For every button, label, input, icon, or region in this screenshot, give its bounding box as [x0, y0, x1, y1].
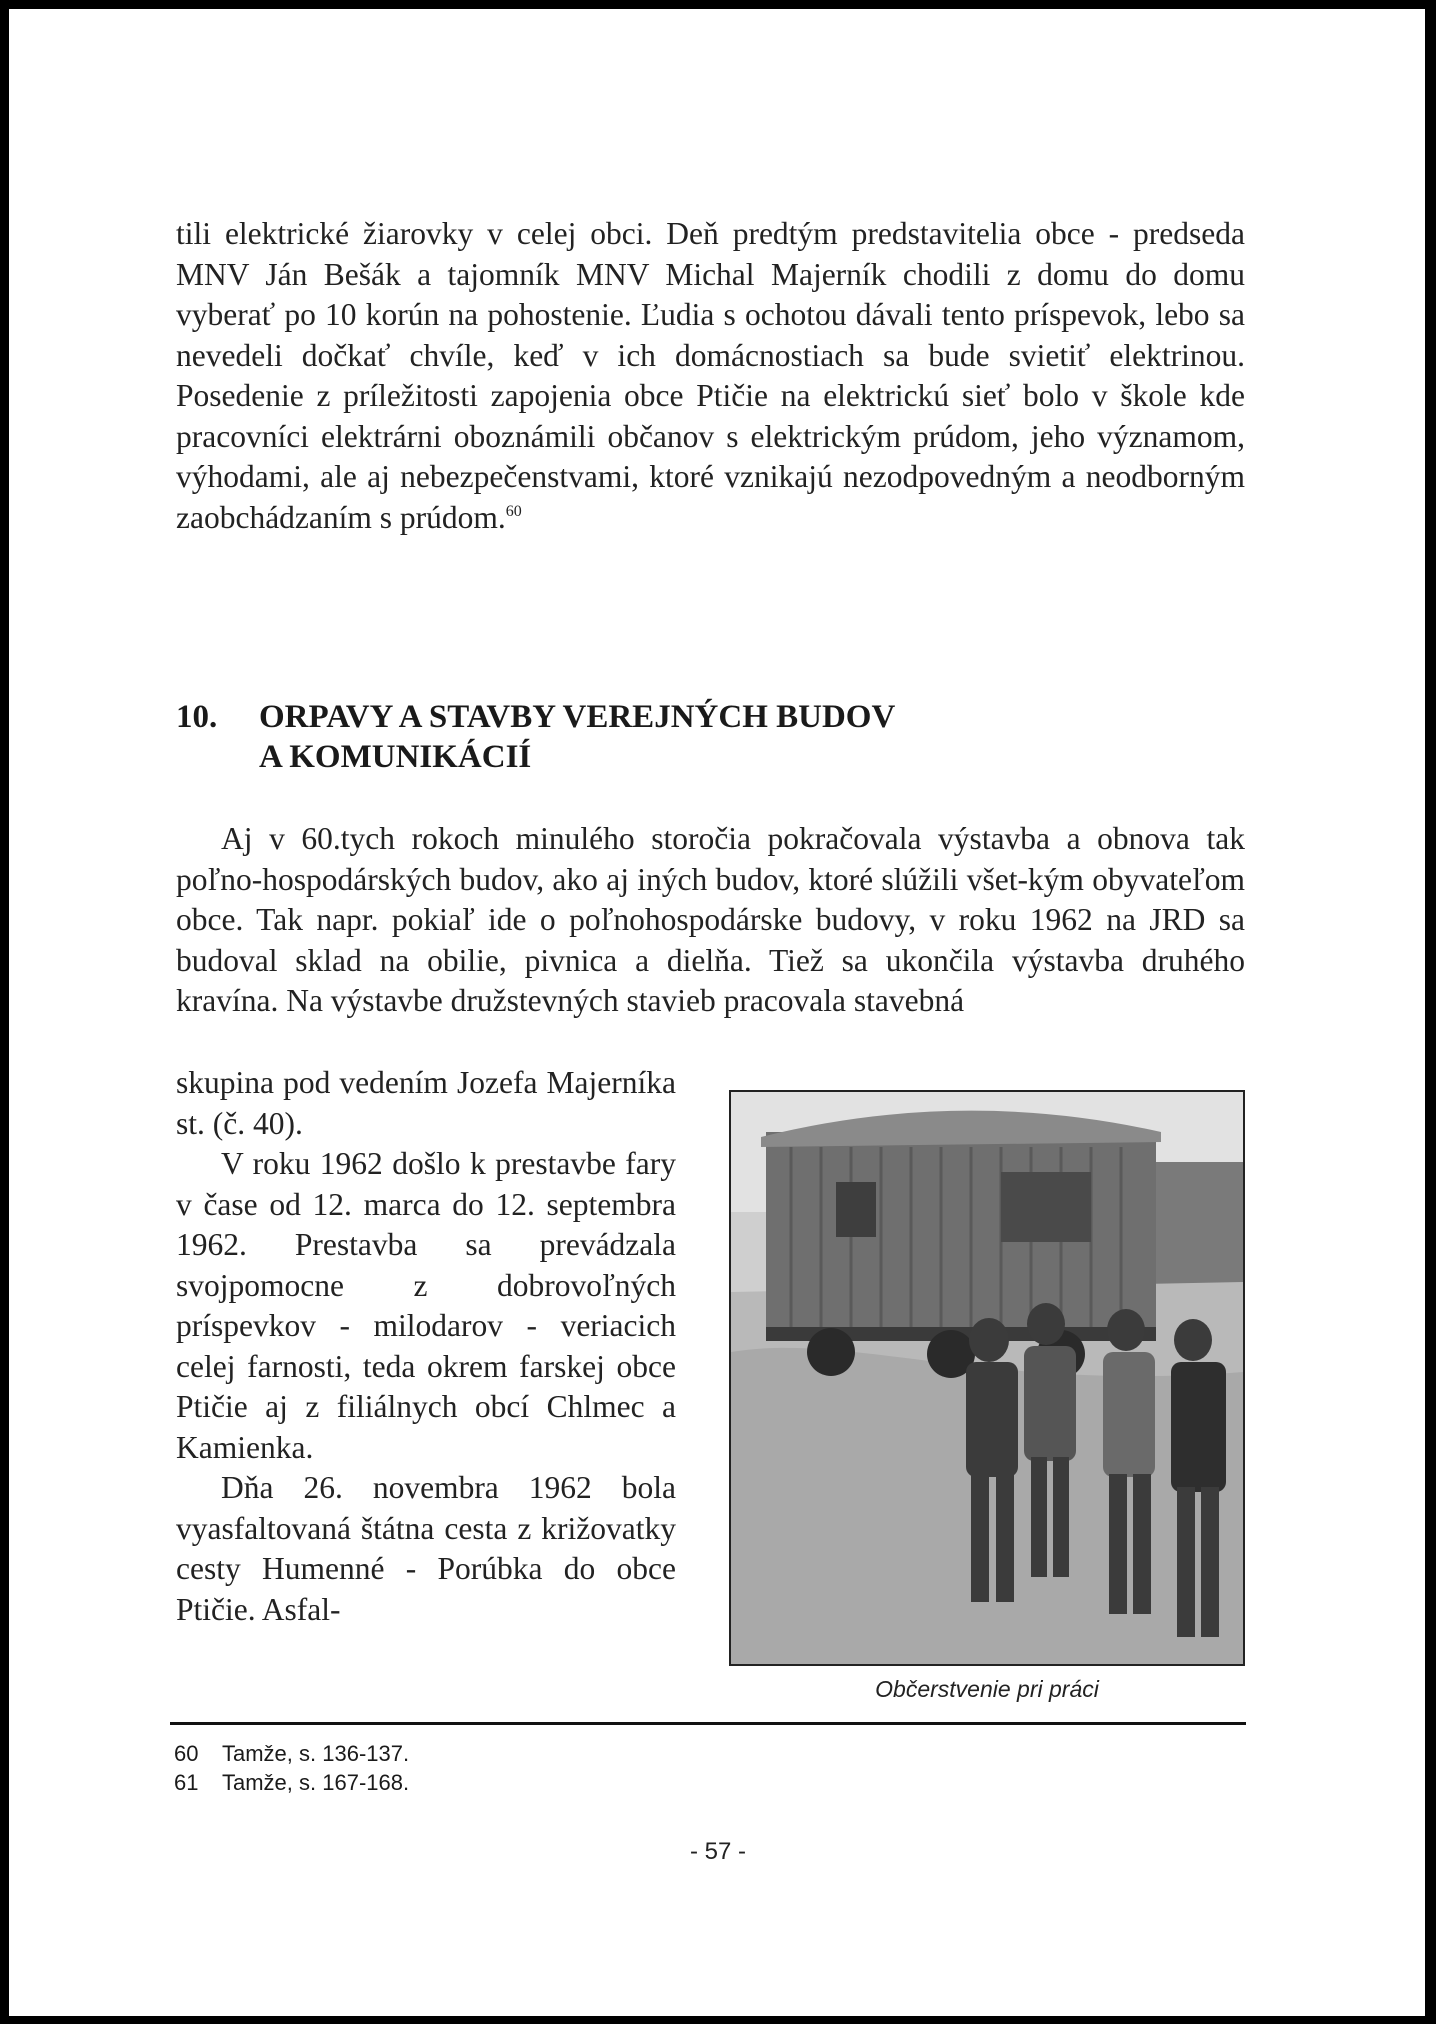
paragraph-construction: [176, 819, 1245, 1022]
footnote-text: Tamže, s. 167-168.: [222, 1770, 410, 1795]
footnote-reference: 60: [505, 502, 522, 520]
paragraph-parsonage: V roku 1962 došlo k prestavbe fary v čase od 12. marca do 12. septembra 1962. Prestavba sa prevádzala svojpomocne z dobrovoľných príspevkov - milodarov - veriacich celej farnosti, teda okrem farskej obce Ptičie aj z filiálnych obcí Chlmec a Kamienka.: [176, 1146, 676, 1465]
footnote-number: 60: [174, 1741, 199, 1766]
paragraph-continuation: skupina pod vedením Jozefa Majerníka st. (č. 40).: [176, 1065, 676, 1141]
footnotes: [174, 1739, 409, 1797]
paragraph-text: tili elektrické žiarovky v celej obci. Deň predtým predstavitelia obce - predseda MNV Ján Bešák a tajomník MNV Michal Majerník chodili z domu do domu vyberať po 10 korún na pohostenie. Ľudia s ochotou dávali tento príspevok, lebo sa nevedeli dočkať chvíle, keď v ich domácnostiach sa bude svietiť elektrinou. Posedenie z príležitosti zapojenia obce Ptičie na elektrickú sieť bolo v škole kde pracovníci elektrárni oboznámili občanov s elektrickým prúdom, jeho významom, výhodami, ale aj nebezpečenstvami, ktoré vznikajú nezodpovedným a neodborným zaobchádzaním s prúdom.: [176, 216, 1245, 535]
section-title-line-2: A KOMUNIKÁCIÍ: [259, 739, 532, 775]
footnote: [174, 1739, 409, 1768]
paragraph-text: Aj v 60.tych rokoch minulého storočia pokračovala výstavba a obnova tak poľno-hospodárských budov, ako aj iných budov, ktoré slúžili všet-kým obyvateľom obce. Tak napr. pokiaľ ide o poľnohospodárske budovy, v roku 1962 na JRD sa budoval sklad na obilie, pivnica a dielňa. Tiež sa ukončila výstavba druhého kravína. Na výstavbe družstevných stavieb pracovala stavebná: [176, 821, 1245, 1018]
historical-photo: [729, 1090, 1245, 1666]
paragraph-electrification: [176, 214, 1245, 538]
footnote-divider: [170, 1722, 1246, 1725]
section-number: 10.: [176, 699, 218, 735]
footnote-number: 61: [174, 1770, 199, 1795]
text-column: [176, 1063, 676, 1630]
footnote-text: Tamže, s. 136-137.: [222, 1741, 410, 1766]
footnote: [174, 1768, 409, 1797]
paragraph-road: Dňa 26. novembra 1962 bola vyasfaltovaná štátna cesta z križovatky cesty Humenné - Porúbka do obce Ptičie. Asfal-: [176, 1470, 676, 1627]
photo-caption: Občerstvenie pri práci: [875, 1676, 1099, 1702]
section-heading: [176, 697, 1176, 777]
section-title-line-1: ORPAVY A STAVBY VEREJNÝCH BUDOV: [259, 699, 896, 735]
page-number: - 57 -: [689, 1838, 746, 1865]
photo-illustration: [731, 1092, 1243, 1664]
